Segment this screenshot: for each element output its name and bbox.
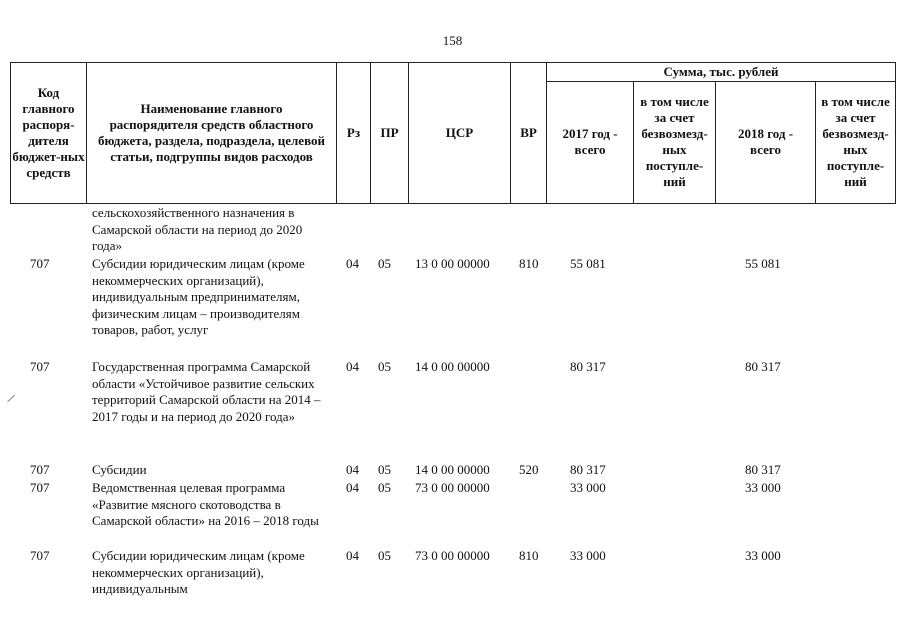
header-name: Наименование главного распорядителя средств областного бюджета, раздела, подраздела, целевой статьи, подгруппы видов расходов xyxy=(87,63,337,203)
row-2017-total: 80 317 xyxy=(570,462,606,477)
row-name: Ведомственная целевая программа «Развитие мясного скотоводства в Самарской области» на 2016 – 2018 годы xyxy=(92,480,319,528)
header-pr: ПР xyxy=(371,63,409,203)
row-2018-total: 55 081 xyxy=(745,256,781,271)
row-rz: 04 xyxy=(346,359,359,374)
row-2018-total: 80 317 xyxy=(745,359,781,374)
row-name: Государственная программа Самарской области «Устойчивое развитие сельских территорий Самарской области на 2014 – 2017 годы и на период до 2020 года» xyxy=(92,359,321,424)
header-2017-total: 2017 год - всего xyxy=(547,81,634,203)
row-csr: 13 0 00 00000 xyxy=(415,256,490,271)
row-2018-total: 33 000 xyxy=(745,480,781,495)
row-name: Субсидии юридическим лицам (кроме некоммерческих организаций), индивидуальным xyxy=(92,548,305,596)
row-vr: 520 xyxy=(519,462,539,477)
row-vr: 810 xyxy=(519,256,539,271)
row-2017-total: 33 000 xyxy=(570,480,606,495)
row-pr: 05 xyxy=(378,359,391,374)
row-rz: 04 xyxy=(346,462,359,477)
row-rz: 04 xyxy=(346,256,359,271)
row-kod: 707 xyxy=(30,462,50,477)
row-pr: 05 xyxy=(378,480,391,495)
row-name: сельскохозяйственного назначения в Самарской области на период до 2020 года» xyxy=(92,205,303,253)
header-kod: Код главного распоря-дителя бюджет-ных средств xyxy=(11,63,87,203)
row-kod: 707 xyxy=(30,256,50,271)
header-vr: ВР xyxy=(511,63,547,203)
page-number: 158 xyxy=(442,33,463,48)
row-csr: 14 0 00 00000 xyxy=(415,462,490,477)
row-pr: 05 xyxy=(378,256,391,271)
row-rz: 04 xyxy=(346,480,359,495)
row-kod: 707 xyxy=(30,548,50,563)
header-sum-title: Сумма, тыс. рублей xyxy=(547,63,895,82)
row-rz: 04 xyxy=(346,548,359,563)
header-rz: Рз xyxy=(337,63,371,203)
row-pr: 05 xyxy=(378,462,391,477)
row-2018-total: 80 317 xyxy=(745,462,781,477)
row-2018-total: 33 000 xyxy=(745,548,781,563)
row-name: Субсидии xyxy=(92,462,147,477)
row-csr: 73 0 00 00000 xyxy=(415,480,490,495)
header-2017-free: в том числе за счет безвозмезд-ных поступле-ний xyxy=(634,81,716,203)
row-2017-total: 33 000 xyxy=(570,548,606,563)
row-2017-total: 80 317 xyxy=(570,359,606,374)
table-header xyxy=(10,62,896,204)
row-kod: 707 xyxy=(30,480,50,495)
header-csr: ЦСР xyxy=(409,63,511,203)
header-2018-total: 2018 год - всего xyxy=(716,81,816,203)
row-csr: 14 0 00 00000 xyxy=(415,359,490,374)
header-2018-free: в том числе за счет безвозмезд-ных поступле-ний xyxy=(821,94,890,189)
row-2017-total: 55 081 xyxy=(570,256,606,271)
row-csr: 73 0 00 00000 xyxy=(415,548,490,563)
row-kod: 707 xyxy=(30,359,50,374)
row-name: Субсидии юридическим лицам (кроме некоммерческих организаций), индивидуальным предпринимателям, физическим лицам – производителям товаров, работ, услуг xyxy=(92,256,305,337)
scan-margin-mark xyxy=(7,395,15,403)
row-pr: 05 xyxy=(378,548,391,563)
row-vr: 810 xyxy=(519,548,539,563)
